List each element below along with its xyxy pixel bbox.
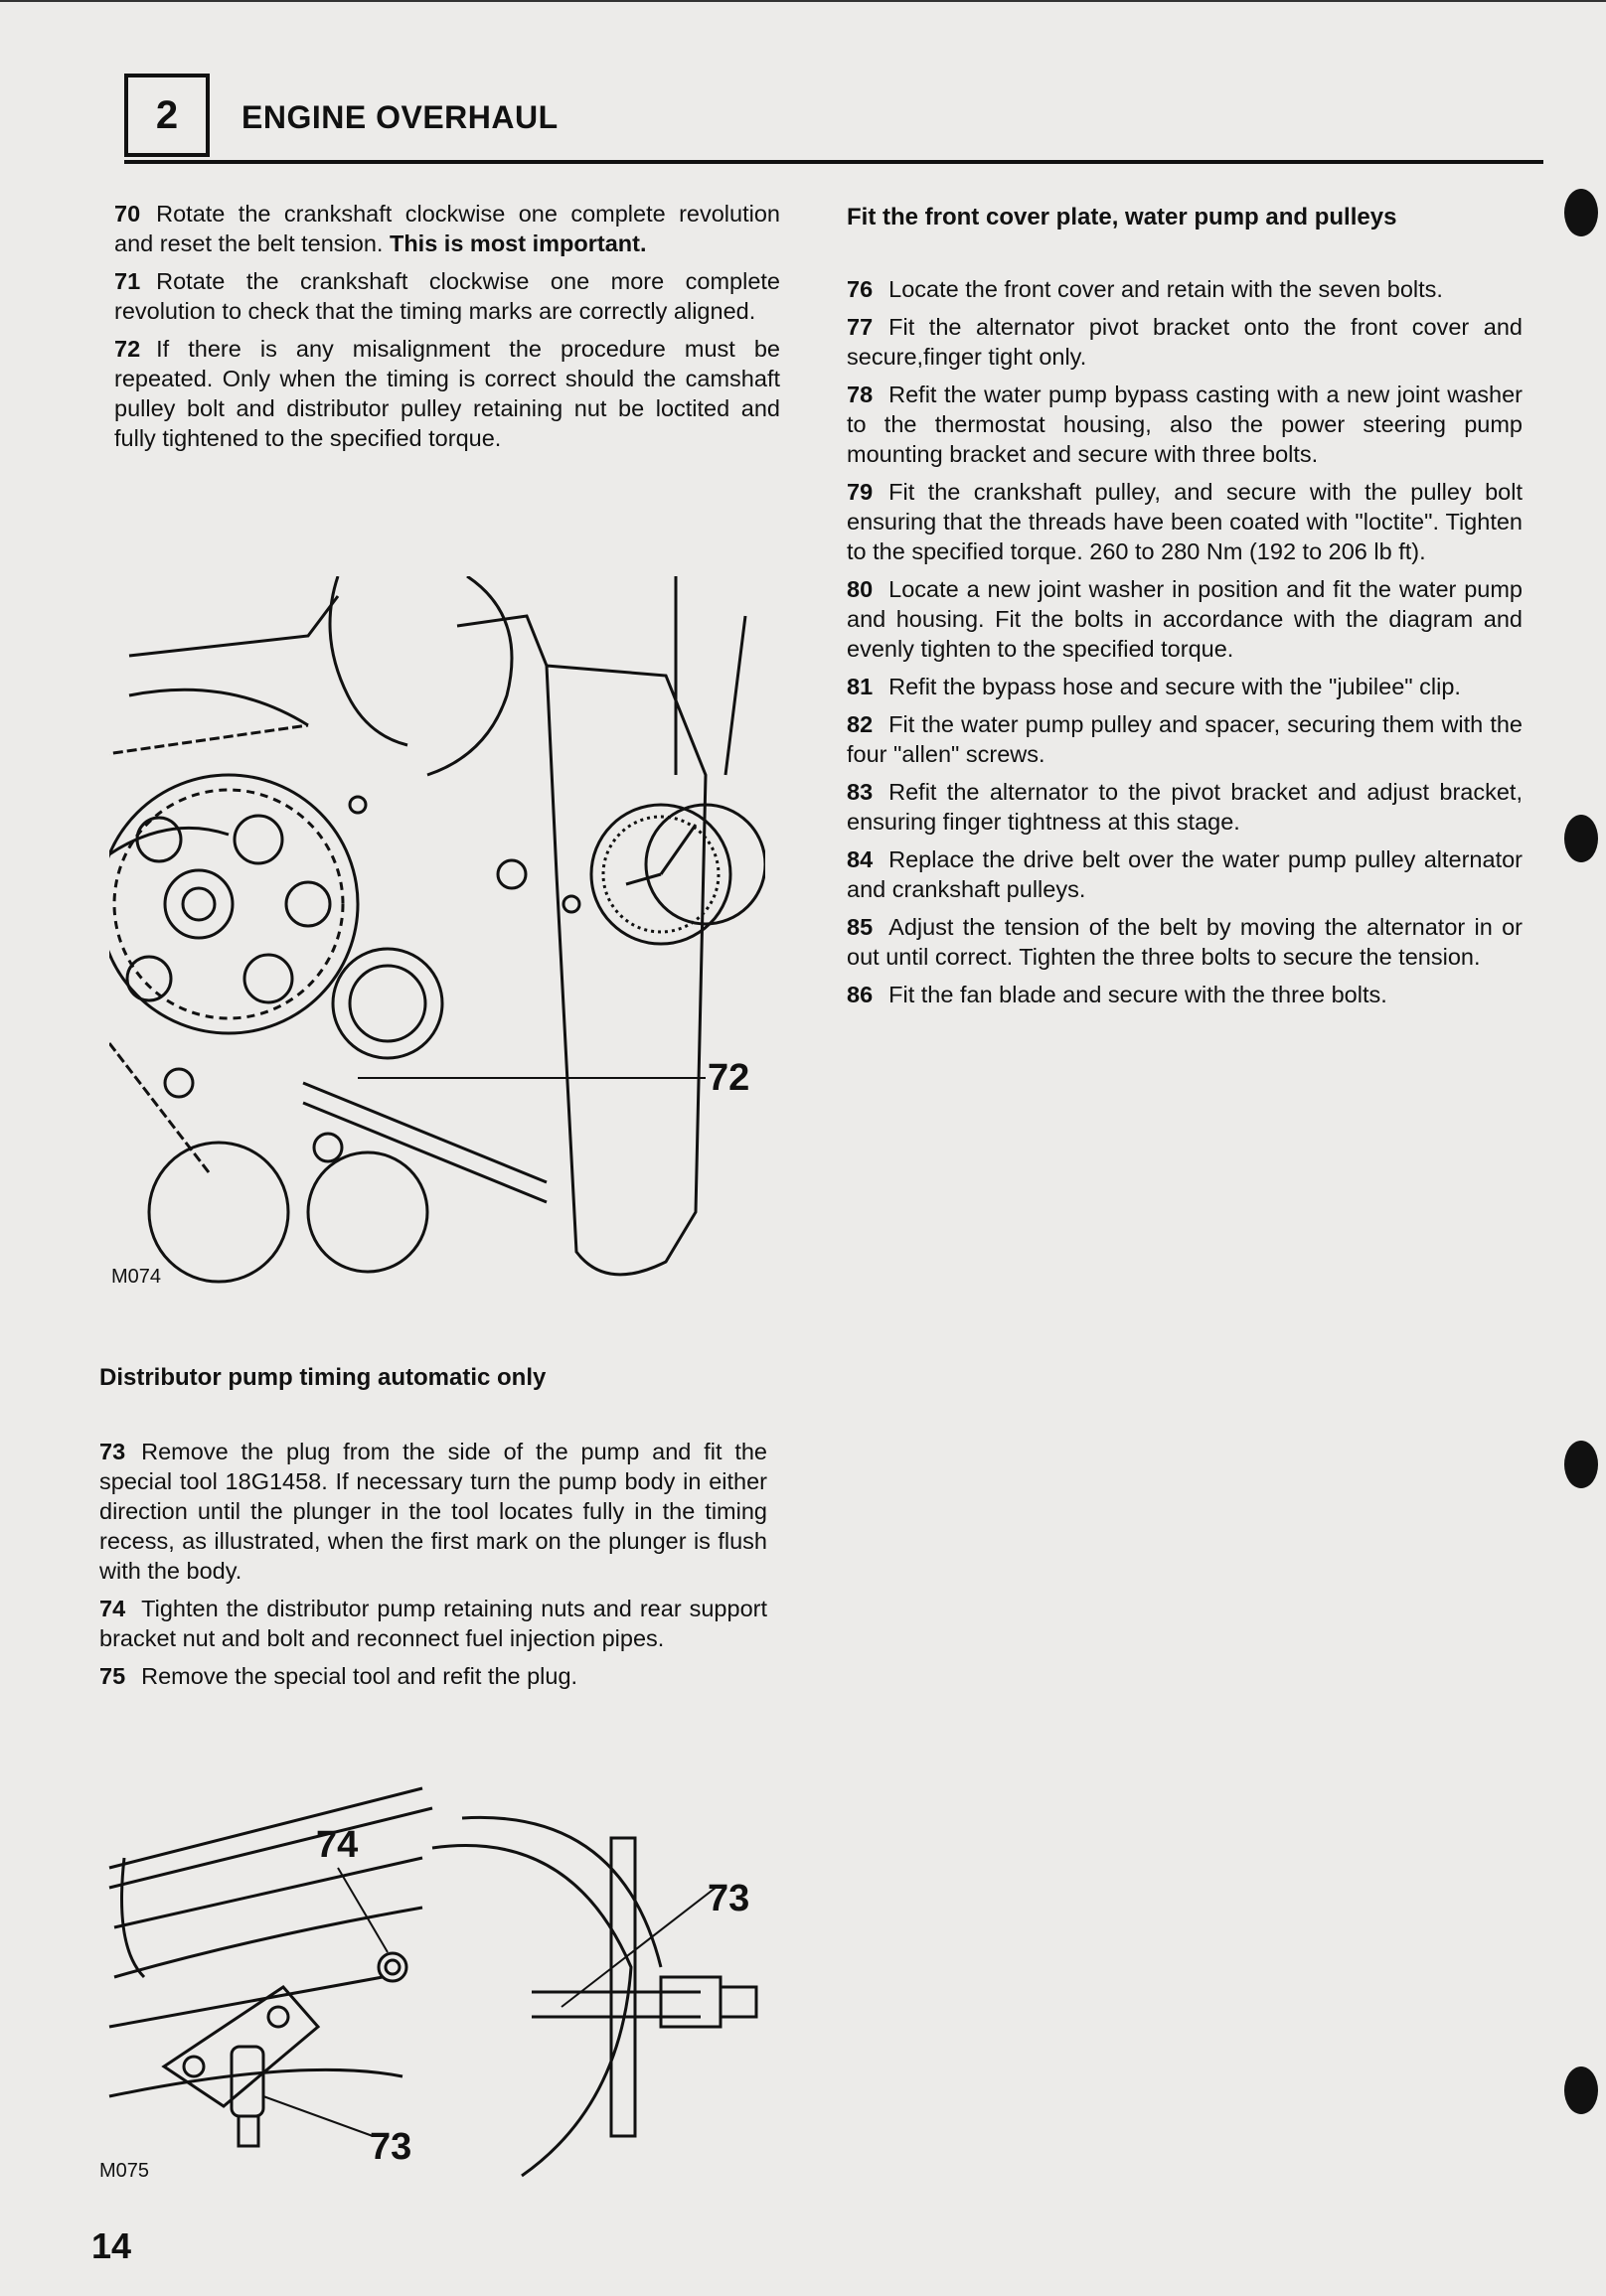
step-text: Refit the bypass hose and secure with the "jubilee" clip. xyxy=(888,674,1461,699)
step-number: 73 xyxy=(99,1439,126,1464)
right-column xyxy=(847,203,1523,1017)
step-number: 75 xyxy=(99,1663,126,1689)
step-number: 74 xyxy=(99,1596,126,1621)
distributor-heading: Distributor pump timing automatic only xyxy=(99,1364,547,1391)
step-74 xyxy=(99,1594,767,1653)
step-79 xyxy=(847,477,1523,566)
step-text: Locate a new joint washer in position and fit the water pump and housing. Fit the bolts in accordance with the diagram and evenly tighten to the specified torque. xyxy=(847,576,1523,662)
chapter-number: 2 xyxy=(155,92,179,137)
step-71 xyxy=(114,266,780,326)
step-text: Refit the alternator to the pivot bracket and adjust bracket, ensuring finger tightness at this stage. xyxy=(847,779,1523,835)
step-84 xyxy=(847,844,1523,904)
step-85 xyxy=(847,912,1523,972)
step-82 xyxy=(847,709,1523,769)
step-86 xyxy=(847,980,1523,1009)
punch-hole xyxy=(1564,1441,1598,1488)
step-text: Adjust the tension of the belt by moving the alternator in or out until correct. Tighten the three bolts to secure the tension. xyxy=(847,914,1523,970)
page-number: 14 xyxy=(91,2225,132,2266)
distributor-section xyxy=(99,1363,767,1699)
step-text: Locate the front cover and retain with the seven bolts. xyxy=(888,276,1443,302)
step-text: Fit the fan blade and secure with the three bolts. xyxy=(888,982,1387,1007)
step-number: 71 xyxy=(114,268,141,294)
page-title: ENGINE OVERHAUL xyxy=(241,99,559,135)
left-column xyxy=(114,199,780,461)
step-number: 83 xyxy=(847,779,874,805)
step-77 xyxy=(847,312,1523,372)
step-text: Remove the special tool and refit the plug. xyxy=(141,1663,578,1689)
header-rule xyxy=(124,160,1543,164)
figure-distributor-pump-illustration xyxy=(104,1778,770,2196)
step-75 xyxy=(99,1661,767,1691)
figure-id-m074: M074 xyxy=(111,1266,162,1288)
step-83 xyxy=(847,777,1523,837)
step-text: Refit the water pump bypass casting with a new joint washer to the thermostat housing, also the power steering pump mounting bracket and secure with three bolts. xyxy=(847,382,1523,467)
step-72 xyxy=(114,334,780,453)
callout-74: 74 xyxy=(316,1824,359,1866)
step-text: Replace the drive belt over the water pump pulley alternator and crankshaft pulleys. xyxy=(847,846,1523,902)
step-text: Fit the alternator pivot bracket onto the front cover and secure,finger tight only. xyxy=(847,314,1523,370)
right-heading: Fit the front cover plate, water pump and pulleys xyxy=(847,204,1397,230)
step-number: 77 xyxy=(847,314,874,340)
step-number: 84 xyxy=(847,846,874,872)
punch-hole xyxy=(1564,2066,1598,2114)
step-number: 82 xyxy=(847,711,874,737)
callout-73-upper: 73 xyxy=(708,1878,750,1919)
step-70 xyxy=(114,199,780,258)
figure-id-m075: M075 xyxy=(99,2160,150,2182)
step-76 xyxy=(847,274,1523,304)
step-text: If there is any misalignment the procedure must be repeated. Only when the timing is correct should the camshaft pulley bolt and distributor pulley retaining nut be loctited and fully tightened to the specified torque. xyxy=(114,336,780,451)
callout-72: 72 xyxy=(708,1057,750,1099)
chapter-number-box xyxy=(124,74,210,157)
step-78 xyxy=(847,380,1523,469)
step-text: Rotate the crankshaft clockwise one complete revolution and reset the belt tension. xyxy=(114,201,780,256)
step-number: 72 xyxy=(114,336,141,362)
step-number: 70 xyxy=(114,201,141,227)
step-text: Remove the plug from the side of the pump and fit the special tool 18G1458. If necessary turn the pump body in either direction until the plunger in the tool locates fully in the timing recess, as illustrated, when the first mark on the plunger is flush with the body. xyxy=(99,1439,767,1584)
step-number: 80 xyxy=(847,576,874,602)
step-text: Tighten the distributor pump retaining nuts and rear support bracket nut and bolt and reconnect fuel injection pipes. xyxy=(99,1596,767,1651)
figure-timing-belt-illustration xyxy=(109,576,765,1292)
step-text: Fit the water pump pulley and spacer, securing them with the four "allen" screws. xyxy=(847,711,1523,767)
step-80 xyxy=(847,574,1523,664)
step-emphasis: This is most important. xyxy=(389,230,647,256)
step-number: 85 xyxy=(847,914,874,940)
step-number: 76 xyxy=(847,276,874,302)
callout-73-lower: 73 xyxy=(370,2126,412,2168)
step-81 xyxy=(847,672,1523,701)
step-text: Fit the crankshaft pulley, and secure with the pulley bolt ensuring that the threads have been coated with "loctite". Tighten to the specified torque. 260 to 280 Nm (192 to 206 lb ft). xyxy=(847,479,1523,564)
step-number: 86 xyxy=(847,982,874,1007)
step-number: 78 xyxy=(847,382,874,407)
top-rule xyxy=(0,0,1606,2)
step-number: 79 xyxy=(847,479,874,505)
step-text: Rotate the crankshaft clockwise one more complete revolution to check that the timing marks are correctly aligned. xyxy=(114,268,780,324)
step-number: 81 xyxy=(847,674,874,699)
step-73 xyxy=(99,1437,767,1586)
punch-hole xyxy=(1564,815,1598,862)
punch-hole xyxy=(1564,189,1598,236)
